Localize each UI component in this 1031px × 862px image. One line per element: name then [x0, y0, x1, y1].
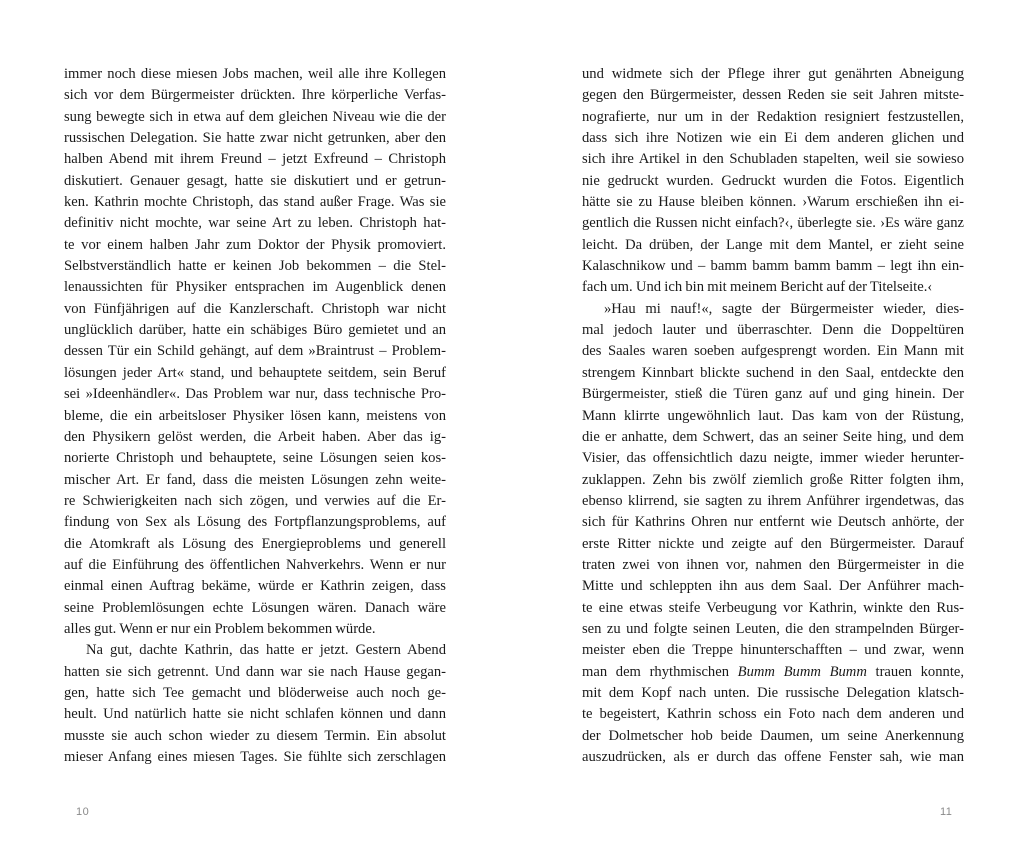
- text-line: findung von Sex als Lösung des Fortpflanzungsproblems, auf: [64, 514, 446, 531]
- text-line: zuklappen. Zehn bis zwölf ziemlich große Ritter folgten ihm,: [582, 471, 964, 488]
- text-line: nografierte, nur um in der Redaktion resigniert festzustellen,: [582, 108, 964, 125]
- text-line: lösungen jeder Art« stand, und behauptete seitdem, sein Beruf: [64, 364, 446, 381]
- text-line: meister eben die Treppe hinunterschafften – und zwar, wenn: [582, 642, 964, 659]
- text-line: alles gut. Wenn er nur ein Problem bekommen würde.: [64, 620, 376, 637]
- text-line: die er anhatte, dem Schwert, das an seiner Seite hing, und dem: [582, 428, 964, 445]
- text-line: Mitte und schleppten ihn aus dem Saal. Der Anführer mach-: [582, 578, 964, 595]
- text-segment: trauen konnte,: [866, 663, 965, 680]
- text-line: re Schwierigkeiten nach sich zögen, und verwies auf die Er-: [64, 492, 446, 509]
- text-line: diskutiert. Genauer gesagt, hatte sie diskutiert und er getrun-: [64, 172, 446, 189]
- text-line: der Dolmetscher hob beide Daumen, um seine Anerkennung: [582, 727, 964, 744]
- text-line: traten zwei von ihnen vor, nahmen den Bürgermeister in die: [582, 556, 964, 573]
- text-line: unglücklich darüber, hatte ein schäbiges Büro gemietet und an: [64, 322, 446, 339]
- left-page-text: [64, 64, 446, 768]
- text-line: heult. Und natürlich hatte sie nicht schlafen können und dann: [64, 706, 446, 723]
- text-line: und widmete sich der Pflege ihrer gut genährten Abneigung: [582, 66, 964, 82]
- text-line: auf die Einführung des öffentlichen Nahverkehrs. Wenn er nur: [64, 556, 446, 573]
- text-line: strengem Kinnbart blickte suchend in den Saal, entdeckte den: [582, 364, 964, 381]
- text-line: sich ihre Artikel in den Schubladen stapelten, weil sie sowieso: [582, 151, 964, 168]
- text-line: Kalaschnikow und – bamm bamm bamm bamm – legt ihn ein-: [582, 258, 964, 275]
- text-line: des Saales waren soeben aufgesprengt worden. Ein Mann mit: [582, 343, 964, 360]
- text-line: mischer Art. Er fand, dass die meisten Lösungen zehn weite-: [64, 471, 446, 488]
- text-line: den Physikern gelöst werden, die Arbeit haben. Aber das ig-: [64, 428, 446, 445]
- text-line: russischen Delegation. Sie hatte zwar nicht getrunken, aber den: [64, 130, 446, 147]
- page-number-right: 11: [940, 806, 953, 818]
- text-line: sung bewegte sich in etwa auf dem gleichen Niveau wie die der: [64, 108, 446, 125]
- text-line: Na gut, dachte Kathrin, das hatte er jetzt. Gestern Abend: [86, 642, 446, 659]
- text-line: von Fünfjährigen auf die Kanzlerschaft. Christoph war nicht: [64, 300, 446, 317]
- text-line: [582, 662, 964, 683]
- text-line: immer noch diese miesen Jobs machen, weil alle ihre Kollegen: [64, 66, 446, 82]
- text-line: mit dem Kopf nach unten. Die russische Delegation klatsch-: [582, 684, 964, 701]
- text-line: gen, hatte sich Tee gemacht und blöderweise auch noch ge-: [64, 684, 446, 701]
- text-line: halben Abend mit ihrem Freund – jetzt Exfreund – Christoph: [64, 151, 446, 168]
- text-line: nie gedruckt wurden. Gedruckt wurden die Fotos. Eigentlich: [582, 172, 964, 189]
- right-page-text: [582, 64, 964, 768]
- text-line: definitiv nicht mochte, war seine Art zu leben. Christoph hat-: [64, 215, 446, 232]
- text-line: mal jedoch lauter und überraschter. Denn die Doppeltüren: [582, 322, 964, 339]
- text-line: »Hau mi nauf!«, sagte der Bürgermeister wieder, dies-: [604, 300, 964, 317]
- text-line: gentlich die Russen nicht einfach?‹, überlegte sie. ›Es wäre ganz: [582, 215, 964, 232]
- text-line: sich für Kathrins Ohren nur entfernt wie Deutsch anhörte, der: [582, 514, 964, 531]
- text-line: musste sie auch schon wieder zu diesem Termin. Ein absolut: [64, 727, 446, 744]
- text-line: te eine etwas steife Verbeugung vor Kathrin, winkte den Rus-: [582, 599, 964, 616]
- text-line: norierte Christoph und behauptete, seine Lösungen seien kos-: [64, 450, 446, 467]
- text-line: fach um. Und ich bin mit meinem Bericht auf der Titelseite.‹: [582, 279, 933, 296]
- text-line: Visier, das offensichtlich dazu neigte, immer wieder herunter-: [582, 450, 964, 467]
- text-line: bleme, die ein arbeitsloser Physiker lösen kann, meistens von: [64, 407, 446, 424]
- text-line: seine Problemlösungen echte Lösungen wären. Danach wäre: [64, 599, 446, 616]
- text-line: ken. Kathrin mochte Christoph, das stand außer Frage. Was sie: [64, 194, 446, 211]
- text-line: dessen Tür ein Schild gehängt, auf dem »Braintrust – Problem-: [64, 343, 446, 360]
- text-line: Bürgermeister, stieß die Türen ganz auf und ging hinein. Der: [582, 386, 964, 403]
- text-line: dass sich ihre Notizen wie ein Ei dem anderen glichen und: [582, 130, 964, 147]
- text-line: einmal einen Auftrag bekäme, würde er Kathrin zeigen, dass: [64, 578, 446, 595]
- text-line: hatten sie sich getrennt. Und dann war sie nach Hause gegan-: [64, 663, 446, 680]
- text-line: auszudrücken, als er durch das offene Fenster sah, wie man: [582, 749, 964, 765]
- text-line: sei »Ideenhändler«. Das Problem war nur, dass technische Pro-: [64, 386, 446, 403]
- text-line: sich vor dem Bürgermeister drückten. Ihre körperliche Verfas-: [64, 87, 446, 104]
- text-line: leicht. Da drüben, der Lange mit dem Mantel, er zieht seine: [582, 236, 964, 253]
- text-line: mieser Anfang eines miesen Tages. Sie fühlte sich zerschlagen: [64, 749, 446, 765]
- text-line: Selbstverständlich hatte er keinen Job bekommen – die Stel-: [64, 258, 446, 275]
- page-number-left: 10: [76, 806, 90, 818]
- text-line: te vor einem halben Jahr zum Doktor der Physik promoviert.: [64, 236, 446, 253]
- text-line: erste Ritter nickte und zeigte auf den Bürgermeister. Darauf: [582, 535, 964, 552]
- text-line: te begeistert, Kathrin schoss ein Foto nach dem anderen und: [582, 706, 964, 723]
- text-line: Mann klirrte ungewöhnlich laut. Das kam von der Rüstung,: [582, 407, 964, 424]
- text-line: lenaussichten für Physiker entsprachen im Augenblick denen: [64, 279, 446, 296]
- text-line: hätte sie zu Hause bleiben können. ›Warum erschießen ihn ei-: [582, 194, 964, 211]
- italic-text: Bumm Bumm Bumm: [737, 663, 867, 680]
- text-segment: man dem rhythmischen: [582, 663, 738, 680]
- text-line: sen zu und folgte seinen Leuten, die den strampelnden Bürger-: [582, 620, 964, 637]
- text-line: die Atomkraft als Lösung des Energieproblems und generell: [64, 535, 446, 552]
- text-line: ebenso klirrend, sie sagten zu ihrem Anführer irgendetwas, das: [582, 492, 964, 509]
- text-line: gegen den Bürgermeister, dessen Reden sie seit Jahren mitste-: [582, 87, 964, 104]
